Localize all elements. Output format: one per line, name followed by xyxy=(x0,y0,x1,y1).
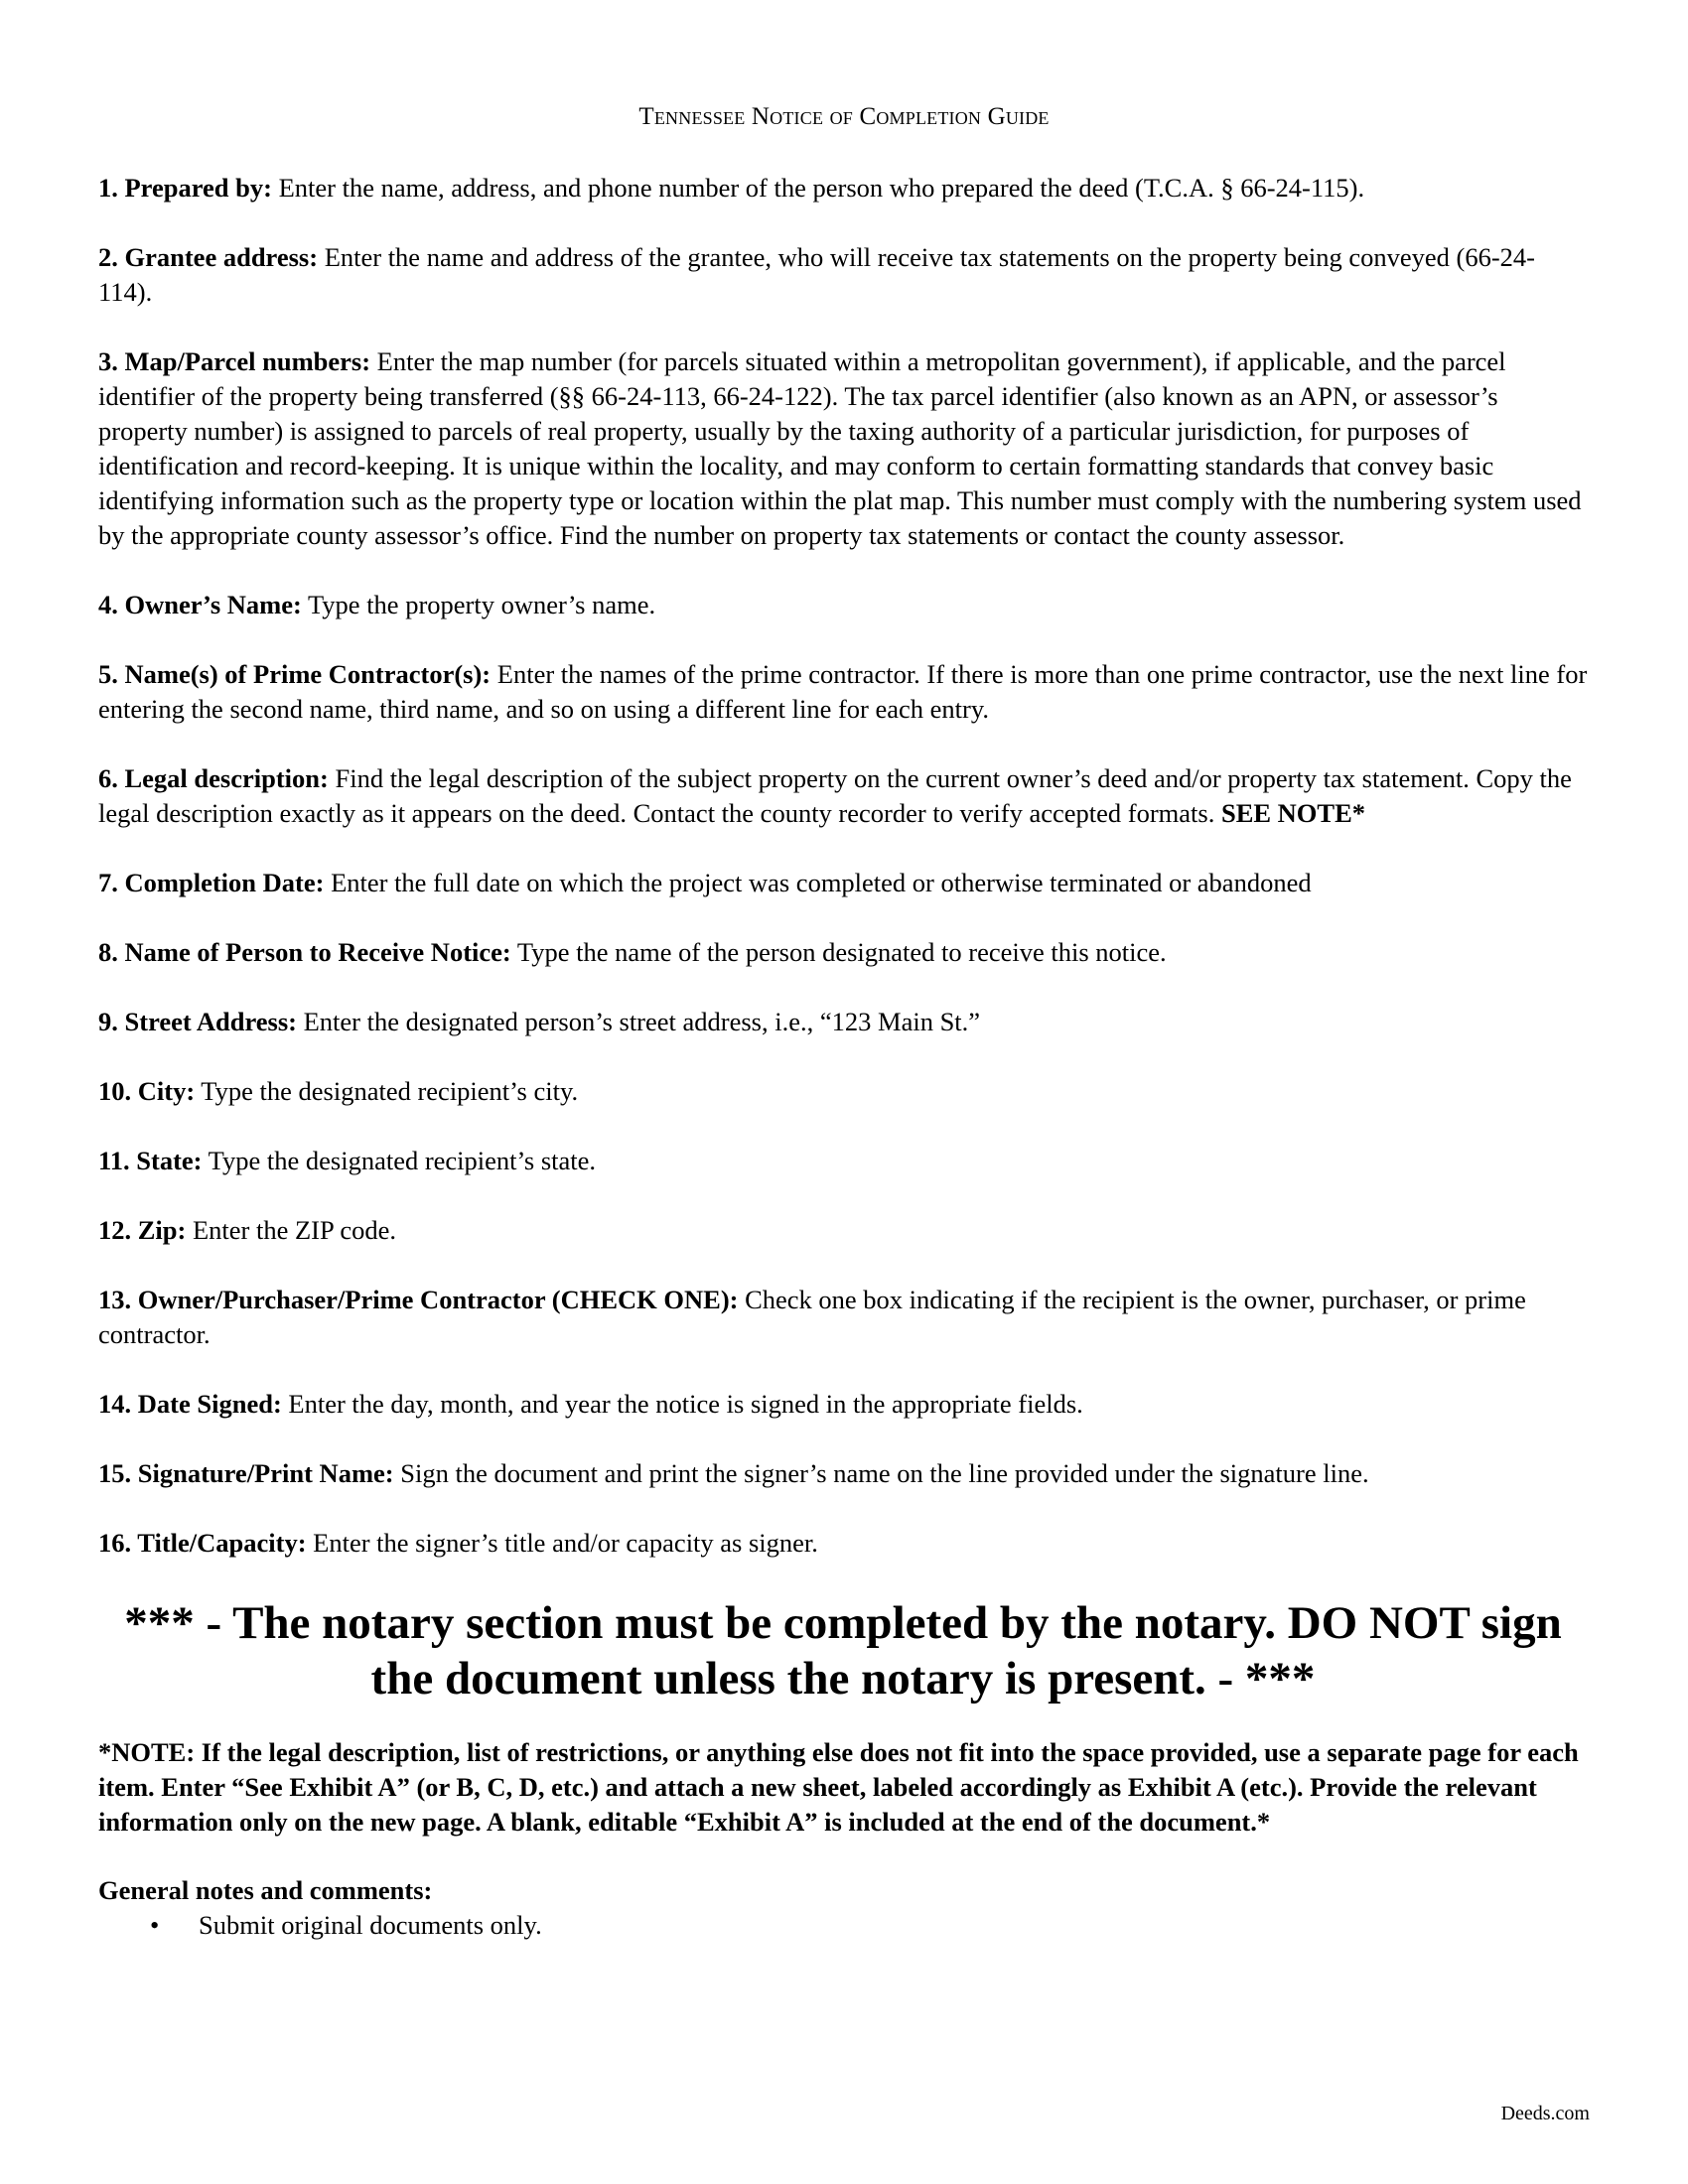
item-label: 2. Grantee address: xyxy=(98,242,319,272)
guide-item xyxy=(98,1213,1588,1248)
item-label: 15. Signature/Print Name: xyxy=(98,1458,394,1488)
guide-item xyxy=(98,1283,1588,1352)
item-text: Enter the full date on which the project was completed or otherwise terminated or abandoned xyxy=(324,868,1312,897)
guide-item xyxy=(98,1456,1588,1491)
item-text: Enter the name, address, and phone number of the person who prepared the deed (T.C.A. § 66-24-115). xyxy=(271,173,1365,203)
item-label: 14. Date Signed: xyxy=(98,1389,282,1419)
legal-description-note: *NOTE: If the legal description, list of restrictions, or anything else does not fit into the space provided, use a separate page for each item. Enter “See Exhibit A” (or B, C, D, etc.) and attach a new sheet, labeled accordingly as Exhibit A (etc.). Provide the relevant information only on the new page. A blank, editable “Exhibit A” is included at the end of the document.* xyxy=(98,1737,1579,1837)
item-label: 8. Name of Person to Receive Notice: xyxy=(98,937,511,967)
item-text: Find the legal description of the subject property on the current owner’s deed and/or property tax statement. Copy the legal description exactly as it appears on the deed. Contact the county recorder to verify accepted formats. xyxy=(98,763,1572,828)
item-label: 9. Street Address: xyxy=(98,1007,297,1036)
item-label: 3. Map/Parcel numbers: xyxy=(98,346,371,376)
item-label: 4. Owner’s Name: xyxy=(98,590,302,619)
guide-item xyxy=(98,761,1588,831)
item-text: Enter the map number (for parcels situated within a metropolitan government), if applicable, and the parcel identifier of the property being transferred (§§ 66-24-113, 66-24-122). The tax parcel identifier (also known as an APN, or assessor’s property number) is assigned to parcels of real property, usually by the taxing authority of a particular jurisdiction, for purposes of identification and record-keeping. It is unique within the locality, and may conform to certain formatting standards that convey basic identifying information such as the property type or location within the plat map. This number must comply with the numbering system used by the appropriate county assessor’s office. Find the number on property tax statements or contact the county assessor. xyxy=(98,346,1582,550)
guide-item xyxy=(98,240,1588,310)
guide-item xyxy=(98,1387,1588,1422)
document-title: Tennessee Notice of Completion Guide xyxy=(638,103,1050,130)
item-label: 16. Title/Capacity: xyxy=(98,1528,307,1558)
item-label: 13. Owner/Purchaser/Prime Contractor (CHECK ONE): xyxy=(98,1285,739,1314)
item-label: 10. City: xyxy=(98,1076,196,1106)
guide-item xyxy=(98,935,1588,970)
guide-item xyxy=(98,1526,1588,1561)
guide-item xyxy=(98,657,1588,727)
notary-warning: *** - The notary section must be completed by the notary. DO NOT sign the document unless the notary is present. - *** xyxy=(124,1597,1562,1705)
guide-item xyxy=(98,1005,1588,1039)
see-note-label: SEE NOTE* xyxy=(1220,798,1366,828)
item-text: Enter the name and address of the grantee, who will receive tax statements on the property being conveyed (66-24-114). xyxy=(98,242,1535,307)
bullet-icon: • xyxy=(150,1910,160,1940)
item-text: Type the name of the person designated to receive this notice. xyxy=(510,937,1167,967)
guide-item xyxy=(98,1144,1588,1178)
item-text: Type the designated recipient’s city. xyxy=(195,1076,579,1106)
list-item-text: Submit original documents only. xyxy=(199,1910,542,1940)
guide-item xyxy=(98,588,1588,622)
item-text: Type the property owner’s name. xyxy=(301,590,656,619)
item-text: Enter the ZIP code. xyxy=(186,1215,397,1245)
item-text: Type the designated recipient’s state. xyxy=(202,1146,597,1175)
footer-brand: Deeds.com xyxy=(1500,2103,1590,2124)
general-notes-list xyxy=(98,1908,1588,1943)
item-text: Enter the designated person’s street address, i.e., “123 Main St.” xyxy=(296,1007,981,1036)
item-text: Check one box indicating if the recipient is the owner, purchaser, or prime contractor. xyxy=(98,1285,1526,1349)
item-text: Enter the day, month, and year the notice is signed in the appropriate fields. xyxy=(281,1389,1083,1419)
guide-content xyxy=(98,171,1588,1943)
general-notes-heading: General notes and comments: xyxy=(98,1875,433,1905)
item-label: 7. Completion Date: xyxy=(98,868,325,897)
item-text: Enter the names of the prime contractor. If there is more than one prime contractor, use the next line for entering the second name, third name, and so on using a different line for each entry. xyxy=(98,659,1588,724)
list-item xyxy=(98,1908,1588,1943)
item-label: 12. Zip: xyxy=(98,1215,187,1245)
guide-item xyxy=(98,171,1588,205)
item-label: 1. Prepared by: xyxy=(98,173,272,203)
guide-item xyxy=(98,1074,1588,1109)
item-label: 11. State: xyxy=(98,1146,203,1175)
guide-item xyxy=(98,344,1588,553)
item-label: 6. Legal description: xyxy=(98,763,329,793)
guide-item xyxy=(98,866,1588,900)
item-label: 5. Name(s) of Prime Contractor(s): xyxy=(98,659,492,689)
item-text: Sign the document and print the signer’s name on the line provided under the signature line. xyxy=(393,1458,1369,1488)
item-text: Enter the signer’s title and/or capacity as signer. xyxy=(306,1528,818,1558)
